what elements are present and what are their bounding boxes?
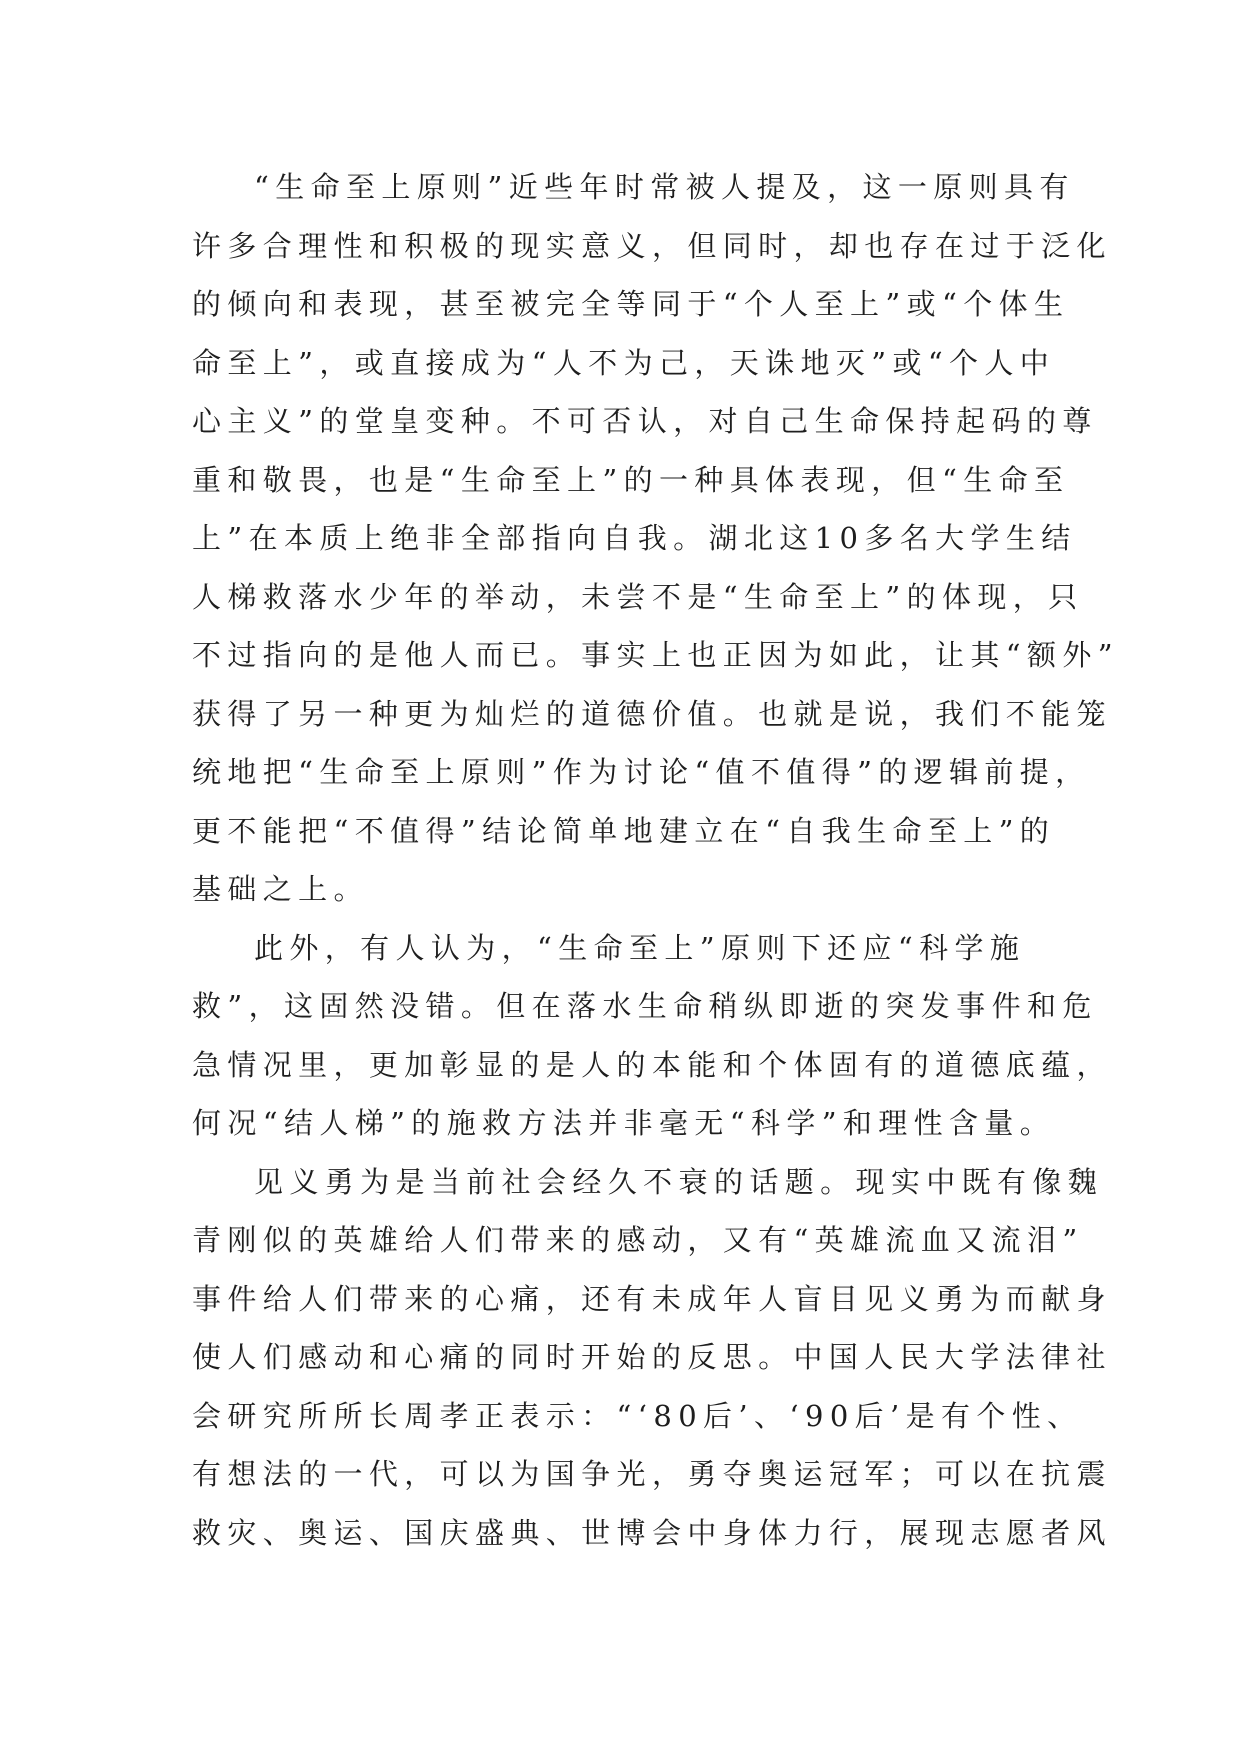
text-line: 救”，这固然没错。但在落水生命稍纵即逝的突发事件和危 — [192, 989, 1098, 1023]
text-line: 基础之上。 — [192, 872, 369, 906]
text-line: “生命至上原则”近些年时常被人提及，这一原则具有 — [254, 170, 1075, 204]
text-line: 人梯救落水少年的举动，未尝不是“生命至上”的体现，只 — [192, 579, 1084, 614]
text-line: 许多合理性和积极的现实意义，但同时，却也存在过于泛化 — [192, 228, 1112, 263]
text-line: 有想法的一代，可以为国争光，勇夺奥运冠军；可以在抗震 — [192, 1457, 1112, 1491]
text-line: 此外，有人认为，“生命至上”原则下还应“科学施 — [254, 930, 1026, 965]
text-line: 心主义”的堂皇变种。不可否认，对自己生命保持起码的尊 — [192, 404, 1098, 438]
document-body — [192, 158, 1119, 1562]
text-line: 急情况里，更加彰显的是人的本能和个体固有的道德底蕴， — [192, 1047, 1112, 1082]
text-line: 命至上”，或直接成为“人不为己，天诛地灭”或“个人中 — [192, 345, 1056, 380]
text-line: 的倾向和表现，甚至被完全等同于“个人至上”或“个体生 — [192, 287, 1070, 321]
text-line: 重和敬畏，也是“生命至上”的一种具体表现，但“生命至 — [192, 462, 1070, 497]
text-line: 使人们感动和心痛的同时开始的反思。中国人民大学法律社 — [192, 1340, 1112, 1374]
text-line: 上”在本质上绝非全部指向自我。湖北这10多名大学生结 — [192, 521, 1077, 555]
paragraph-2 — [192, 919, 1112, 1153]
text-line: 救灾、奥运、国庆盛典、世博会中身体力行，展现志愿者风 — [192, 1515, 1112, 1550]
text-line: 更不能把“不值得”结论简单地建立在“自我生命至上”的 — [192, 813, 1056, 848]
text-line: 何况“结人梯”的施救方法并非毫无“科学”和理性含量。 — [192, 1106, 1056, 1140]
text-line: 事件给人们带来的心痛，还有未成年人盲目见义勇为而献身 — [192, 1281, 1112, 1316]
text-line: 会研究所所长周孝正表示：“‘80后’、‘90后’是有个性、 — [192, 1398, 1083, 1433]
paragraph-1 — [192, 158, 1119, 919]
text-line: 青刚似的英雄给人们带来的感动，又有“英雄流血又流泪” — [192, 1223, 1084, 1257]
text-line: 见义勇为是当前社会经久不衰的话题。现实中既有像魏 — [254, 1164, 1104, 1199]
paragraph-3 — [192, 1153, 1112, 1563]
text-line: 获得了另一种更为灿烂的道德价值。也就是说，我们不能笼 — [192, 696, 1112, 731]
text-line: 不过指向的是他人而已。事实上也正因为如此，让其“额外” — [192, 638, 1119, 672]
text-line: 统地把“生命至上原则”作为讨论“值不值得”的逻辑前提， — [192, 755, 1091, 789]
